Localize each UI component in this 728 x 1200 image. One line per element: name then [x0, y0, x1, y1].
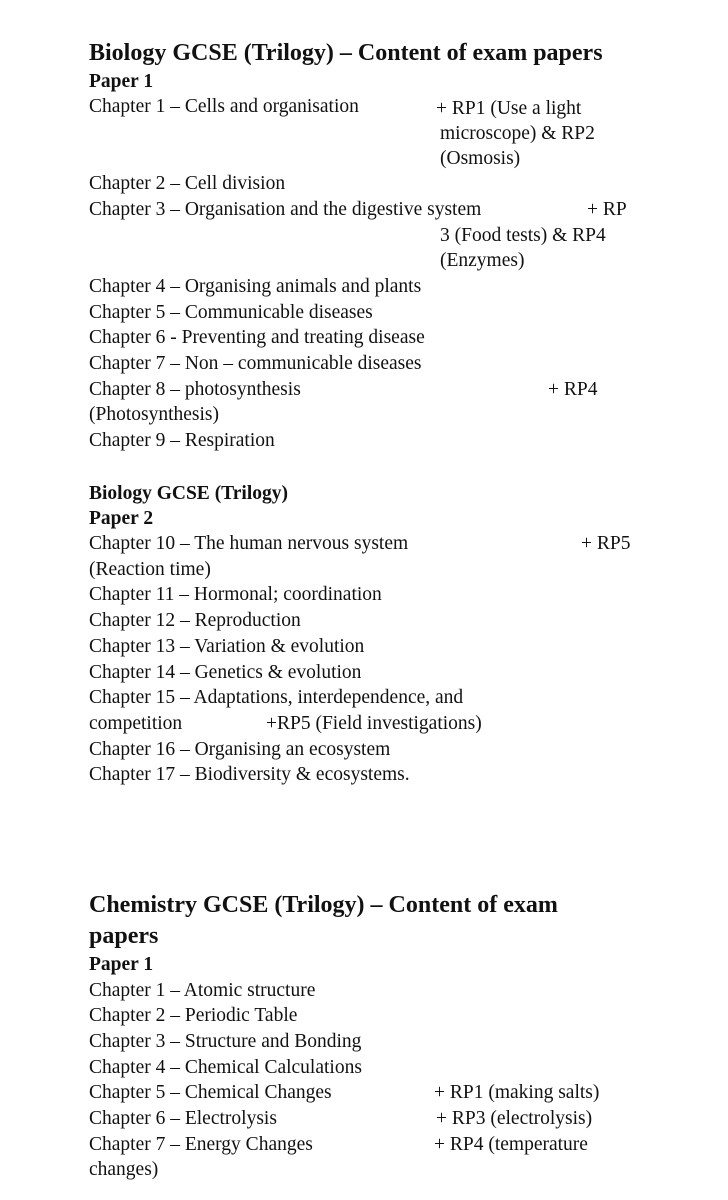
bio-chapter-6: Chapter 6 - Preventing and treating disease [89, 327, 425, 348]
bio-chapter-1-rp-line2: microscope) & RP2 [440, 123, 595, 144]
chem-chapter-2: Chapter 2 – Periodic Table [89, 1005, 298, 1026]
bio-chapter-3-rp-line2: 3 (Food tests) & RP4 [440, 225, 606, 246]
bio-chapter-3: Chapter 3 – Organisation and the digestive system [89, 199, 482, 220]
chem-chapter-7-rp-line2: changes) [89, 1159, 159, 1180]
chem-chapter-5-rp: + RP1 (making salts) [434, 1082, 600, 1103]
bio-chapter-3-rp-line1: + RP [587, 199, 627, 220]
chem-chapter-7-rp: + RP4 (temperature [434, 1134, 588, 1155]
bio-chapter-15-rp: +RP5 (Field investigations) [266, 713, 482, 734]
bio-chapter-3-rp-line3: (Enzymes) [440, 250, 525, 271]
bio-chapter-1-rp-line1: + RP1 (Use a light [436, 98, 582, 119]
bio-chapter-8: Chapter 8 – photosynthesis [89, 379, 301, 400]
bio-chapter-10-rp: + RP5 [581, 533, 631, 554]
bio-chapter-9: Chapter 9 – Respiration [89, 430, 275, 451]
chem-chapter-3: Chapter 3 – Structure and Bonding [89, 1031, 362, 1052]
chemistry-title-line2: papers [89, 923, 159, 949]
chemistry-paper1-heading: Paper 1 [89, 954, 154, 975]
bio-chapter-8-rp-line2: (Photosynthesis) [89, 404, 220, 425]
chem-chapter-5: Chapter 5 – Chemical Changes [89, 1082, 332, 1103]
biology-paper2-heading: Paper 2 [89, 508, 154, 529]
biology-title: Biology GCSE (Trilogy) – Content of exam papers [89, 40, 603, 66]
bio-chapter-10: Chapter 10 – The human nervous system [89, 533, 409, 554]
bio-chapter-11: Chapter 11 – Hormonal; coordination [89, 584, 382, 605]
bio-chapter-17: Chapter 17 – Biodiversity & ecosystems. [89, 764, 410, 785]
bio-chapter-12: Chapter 12 – Reproduction [89, 610, 301, 631]
bio-chapter-15: Chapter 15 – Adaptations, interdependence, and [89, 687, 464, 708]
bio-chapter-8-rp: + RP4 [548, 379, 598, 400]
chemistry-title: Chemistry GCSE (Trilogy) – Content of exam [89, 892, 558, 918]
chem-chapter-1: Chapter 1 – Atomic structure [89, 980, 316, 1001]
bio-chapter-16: Chapter 16 – Organising an ecosystem [89, 739, 391, 760]
bio-chapter-1: Chapter 1 – Cells and organisation [89, 96, 359, 117]
bio-chapter-2: Chapter 2 – Cell division [89, 173, 286, 194]
bio-chapter-5: Chapter 5 – Communicable diseases [89, 302, 373, 323]
biology-paper1-heading: Paper 1 [89, 71, 154, 92]
bio-chapter-1-rp-line3: (Osmosis) [440, 148, 521, 169]
bio-chapter-7: Chapter 7 – Non – communicable diseases [89, 353, 422, 374]
chem-chapter-6-rp: + RP3 (electrolysis) [436, 1108, 593, 1129]
biology-paper2-title: Biology GCSE (Trilogy) [89, 483, 288, 504]
bio-chapter-10-rp-line2: (Reaction time) [89, 559, 211, 580]
bio-chapter-14: Chapter 14 – Genetics & evolution [89, 662, 362, 683]
bio-chapter-13: Chapter 13 – Variation & evolution [89, 636, 365, 657]
chem-chapter-7: Chapter 7 – Energy Changes [89, 1134, 313, 1155]
bio-chapter-4: Chapter 4 – Organising animals and plants [89, 276, 422, 297]
chem-chapter-4: Chapter 4 – Chemical Calculations [89, 1057, 362, 1078]
bio-chapter-15-line2: competition [89, 713, 183, 734]
chem-chapter-6: Chapter 6 – Electrolysis [89, 1108, 277, 1129]
